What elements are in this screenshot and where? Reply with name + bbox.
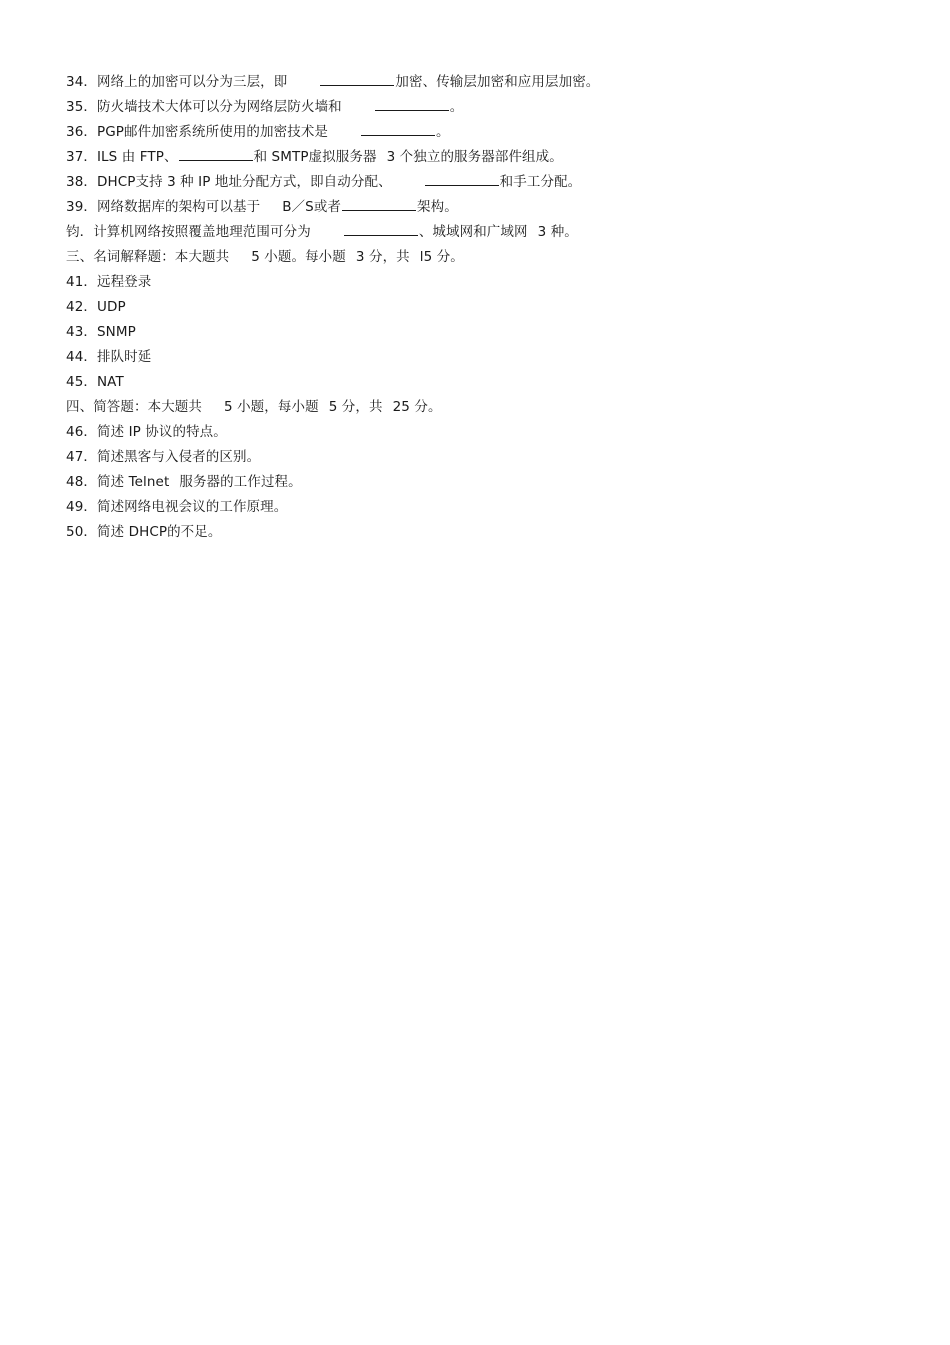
section-3-heading-a: 三、名词解释题：本大题共 (66, 249, 230, 265)
question-37-mid: 和 SMTP虚拟服务器 (253, 149, 377, 165)
question-38-text: 38．DHCP支持 3 种 IP 地址分配方式，即自动分配、 (66, 174, 392, 190)
answer-blank[interactable] (320, 71, 394, 86)
question-48 (66, 470, 926, 495)
question-38-tail: 和手工分配。 (499, 174, 582, 190)
question-43: 43．SNMP (66, 324, 136, 340)
section-3-heading (66, 245, 926, 270)
question-37 (66, 145, 926, 170)
question-37-tail: 3 个独立的服务器部件组成。 (386, 149, 563, 165)
question-47: 47．简述黑客与入侵者的区别。 (66, 449, 261, 465)
section-3-heading-d: l5 分。 (419, 249, 464, 265)
question-45: 45．NAT (66, 374, 124, 390)
question-36 (66, 120, 926, 145)
question-48-tail: 服务器的工作过程。 (179, 474, 302, 490)
question-40-text: 钧．计算机网络按照覆盖地理范围可分为 (66, 224, 311, 240)
answer-blank[interactable] (179, 146, 253, 161)
section-4-heading-a: 四、简答题：本大题共 (66, 399, 202, 415)
question-34-text: 34．网络上的加密可以分为三层，即 (66, 74, 288, 90)
question-34 (66, 70, 926, 95)
section-4-heading (66, 395, 926, 420)
answer-blank[interactable] (344, 221, 418, 236)
question-36-text: 36．PGP邮件加密系统所使用的加密技术是 (66, 124, 329, 140)
question-50: 50．简述 DHCP的不足。 (66, 524, 222, 540)
question-42: 42．UDP (66, 299, 126, 315)
answer-blank[interactable] (342, 196, 416, 211)
answer-blank[interactable] (375, 96, 449, 111)
question-40 (66, 220, 926, 245)
question-48-text: 48．简述 Telnet (66, 474, 170, 490)
question-35 (66, 95, 926, 120)
section-4-heading-b: 5 小题，每小题 (224, 399, 319, 415)
section-3-heading-c: 3 分，共 (355, 249, 410, 265)
question-35-tail: 。 (449, 99, 464, 115)
section-3-heading-b: 5 小题。每小题 (251, 249, 346, 265)
question-35-text: 35．防火墙技术大体可以分为网络层防火墙和 (66, 99, 342, 115)
answer-blank[interactable] (361, 121, 435, 136)
question-34-tail: 加密、传输层加密和应用层加密。 (395, 74, 600, 90)
question-37-text: 37．ILS 由 FTP、 (66, 149, 178, 165)
answer-blank[interactable] (425, 171, 499, 186)
question-40-tail: 3 种。 (537, 224, 578, 240)
question-39-mid: B／S或者 (282, 199, 342, 215)
question-46: 46．简述 IP 协议的特点。 (66, 424, 227, 440)
question-40-mid: 、城域网和广域网 (418, 224, 528, 240)
question-38 (66, 170, 926, 195)
section-4-heading-d: 25 分。 (392, 399, 442, 415)
question-36-tail: 。 (436, 124, 450, 140)
question-39-text: 39．网络数据库的架构可以基于 (66, 199, 261, 215)
question-49: 49．简述网络电视会议的工作原理。 (66, 499, 288, 515)
exam-page (66, 70, 926, 545)
question-44: 44．排队时延 (66, 349, 152, 365)
question-39 (66, 195, 926, 220)
question-39-tail: 架构。 (417, 199, 458, 215)
section-4-heading-c: 5 分，共 (328, 399, 383, 415)
question-41: 41．远程登录 (66, 274, 152, 290)
